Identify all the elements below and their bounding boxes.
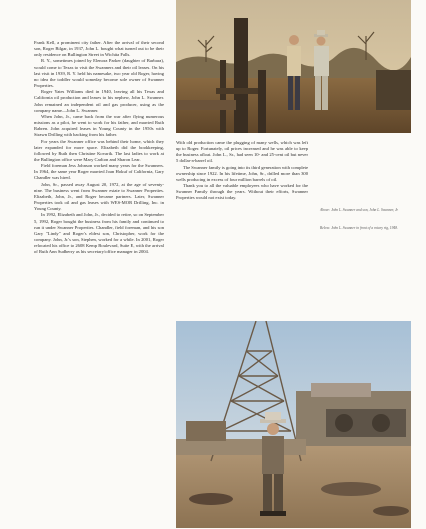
paragraph: For years the Swanner office was behind their home, which they later expanded for more space. Elizabeth did the bookkeeping, followed by Ruth then Christine Kovarik. The last ladies to work at the Bullington office were Mary Carlton and Sharon Lear. xyxy=(34,138,164,162)
paragraph: The Swanner family is going into its third generation with complete ownership since 1922. In his lifetime, John, Sr., drilled more than 300 wells producing in excess of four million barrels of oil. xyxy=(176,164,308,182)
paragraph: Roger Yates Williams died in 1940, leaving all his Texas and California oil production and leases to his nephew, John L. Swanner. John remained an independent oil and gas producer, using as the company name—John L. Swanner. xyxy=(34,89,164,113)
paragraph: John, Sr., passed away August 20, 1972, at the age of seventy-nine. The business went from Swanner estate to Swanner Properties. Elizabeth, John, Jr., and Roger became partners. Later, Swanner Properties took oil and gas leases with WES-MOR Drilling, Inc. in Young County. xyxy=(34,181,164,212)
paragraph: Thank you to all the valuable employees who have worked for the Swanner Family through the years. Without their efforts, Swanner Properties would not exist today. xyxy=(176,183,308,201)
bottom-photo xyxy=(176,321,411,528)
left-text-column xyxy=(34,40,164,255)
paragraph: When John, Jr., came back from the war after flying numerous missions as a pilot, he went to work for his father, and married Ruth Rabren. John acquired leases in Young County in the 1950s with Strawn Drilling with backing from his father. xyxy=(34,113,164,138)
bottom-photo-image xyxy=(176,321,411,528)
top-photo-image xyxy=(176,0,411,133)
paragraph: In 1992, Elizabeth and John, Jr., decided to retire, so on September 5, 1992, Roger bought the business from his family and continued to run it under Swanner Properties. Chandler, field foreman, and his son Gary "Lindy" and Roger's eldest son, Christopher, work for the company. John, Jr.'s son, Stephen, worked for a while. In 2001, Roger relocated his office to 2608 Kemp Boulevard, Suite E, with the arrival of Ruth Ann Sudberry as his secretary/office manager in 2004. xyxy=(34,212,164,255)
caption-above: Above: John L. Swanner and son, John L. Swanner, Jr. xyxy=(320,208,399,212)
caption-below: Below: John L. Swanner in front of a rotary rig, 1948. xyxy=(320,226,398,230)
paragraph: With old production came the plugging of many wells, which was left up to Roger. Fortunately, oil prices increased and he was able to keep the business afloat. John L., Sr., had seen 10- and 25-cent oil but never 5 dollar-a-barrel oil. xyxy=(176,140,308,164)
right-text-column xyxy=(176,140,308,202)
top-photo xyxy=(176,0,411,133)
paragraph: Frank Kell, a prominent city father. After the arrival of their second son, Roger Bilgar, in 1937, John L. bought what turned out to be their only residence on Bullington Street in Wichita Falls. xyxy=(34,40,164,58)
paragraph: R. Y., sometimes joined by Elenora Parker (daughter of Barbara), would come to Texas to visit the Swanners and their oil leases. On his last visit in 1939, R. Y. held his namesake, two year old Roger, having no idea the toddler would someday become sole owner of Swanner Properties. xyxy=(34,58,164,89)
paragraph: Field foreman Jess Johnson worked many years for the Swanners. In 1964, the same year Roger married Joan Hokuf of California, Gary Chandler was hired. xyxy=(34,163,164,181)
